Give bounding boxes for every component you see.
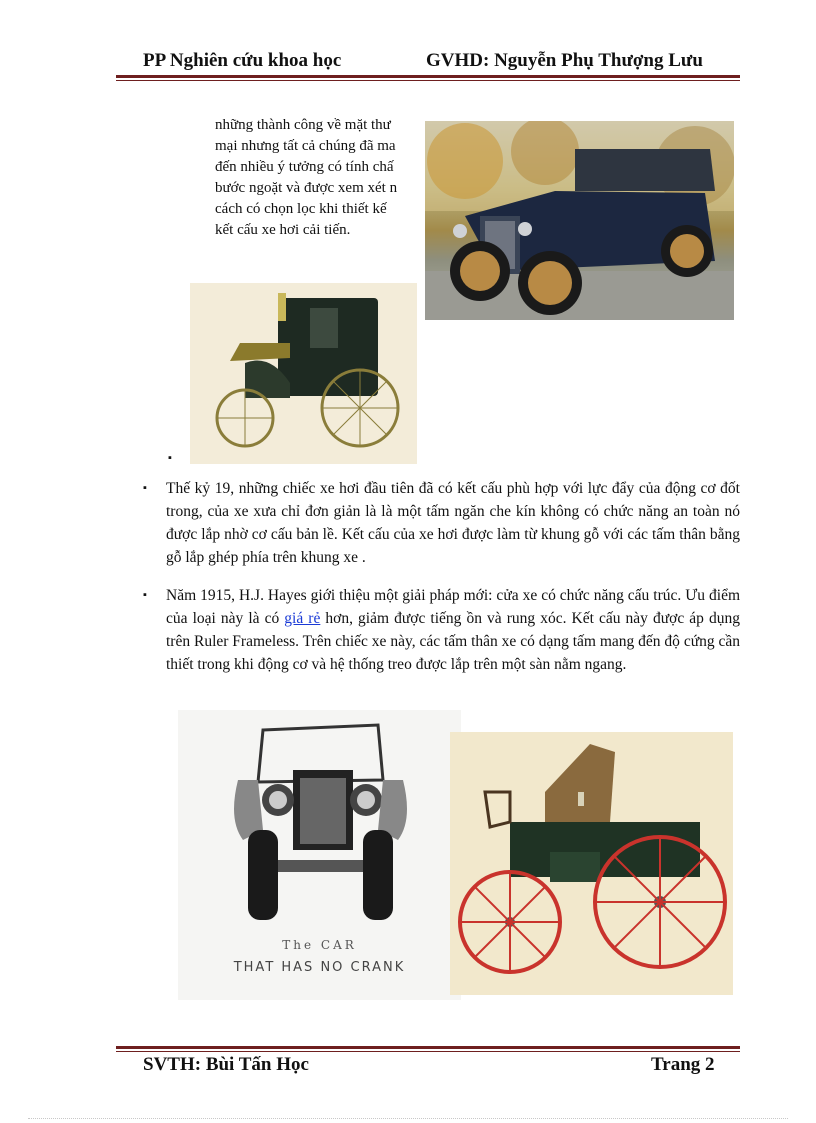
header-rule [116,75,740,78]
intro-line: đến nhiều ý tưởng có tính chấ [215,159,394,175]
bullet-marker: ▪ [143,482,147,494]
paragraph-1915 [166,584,740,676]
horse-carriage-drawing [190,283,417,464]
para2-text-a: Năm 1915, H.J. Hayes giới thiệu một giải pháp mới: cửa xe có chức năng cấu trúc. Ưu điểm của loại này là có [166,587,740,627]
touring-car-photo [425,121,734,320]
vintage-car-ad [178,710,461,1000]
touring-car-drawing [425,121,734,320]
horse-carriage-photo [190,283,417,464]
page-bottom-border [28,1118,788,1119]
cheap-price-link[interactable]: giá rẻ [284,610,321,627]
bullet-marker: ▪ [143,589,147,601]
red-carriage-drawing [450,732,733,995]
front-car-drawing [178,710,461,935]
footer-rule [116,1046,740,1049]
footer-author: SVTH: Bùi Tấn Học [143,1054,309,1075]
header-left: PP Nghiên cứu khoa học [143,50,342,71]
para2-text-b: hơn, giảm được tiếng ồn và rung xóc. Kết cấu này được áp dụng trên Ruler Frameless. Trên chiếc xe này, các tấm thân xe có dạng tấm mang đến độ cứng cần thiết trong khi động cơ và hệ thống treo được lắp trên một sàn nằm ngang. [166,610,740,673]
paragraph-19th-century: Thế kỷ 19, những chiếc xe hơi đầu tiên đã có kết cấu phù hợp với lực đẩy của động cơ đốt trong, của xe xưa chỉ đơn giản là là một tấm ngăn che kín không có chức năng an toàn nó được lắp nhờ cơ cấu bản lề. Kết cấu của xe hơi được làm từ khung gỗ với các tấm thân bằng gỗ lắp ghép phía trên khung xe . [166,480,740,566]
ad-caption-line2: THAT HAS NO CRANK [233,960,406,975]
intro-line: mại nhưng tất cả chúng đã ma [215,138,396,154]
intro-line: những thành công về mặt thư [215,117,391,133]
ad-caption-line1: The CAR [282,938,357,952]
intro-line: bước ngoặt và được xem xét n [215,180,398,196]
header-right: GVHD: Nguyễn Phụ Thượng Lưu [426,50,703,71]
intro-line: kết cấu xe hơi cải tiến. [215,222,351,238]
empty-bullet: ▪ [168,452,172,464]
intro-line: cách có chọn lọc khi thiết kế [215,201,387,217]
red-wheel-carriage-photo [450,732,733,995]
footer-rule-thin [116,1051,740,1052]
page-number: Trang 2 [651,1054,715,1075]
intro-text [215,115,397,241]
header-rule-thin [116,80,740,81]
